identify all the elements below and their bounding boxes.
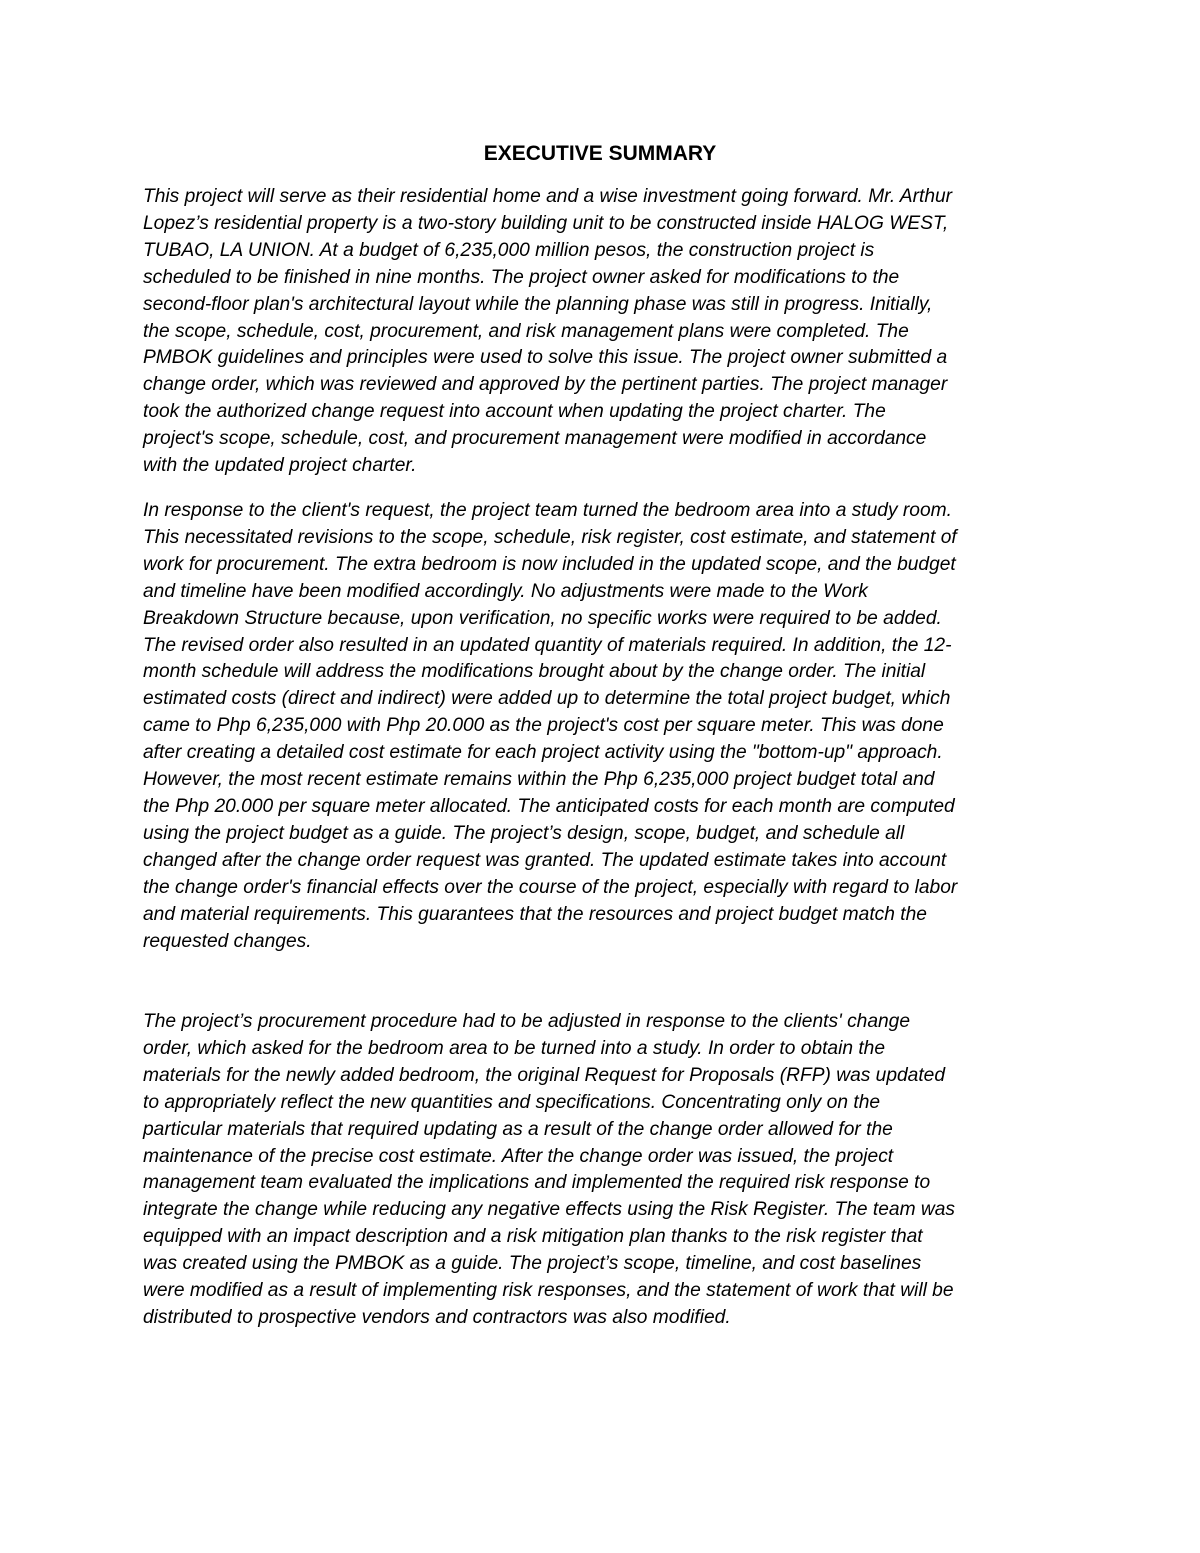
text-line: the scope, schedule, cost, procurement, and risk management plans were completed. The [143,320,909,342]
text-line: and timeline have been modified accordingly. No adjustments were made to the Work [143,580,868,602]
text-line: However, the most recent estimate remains within the Php 6,235,000 project budget total and [143,769,935,791]
text-line: This project will serve as their residential home and a wise investment going forward. Mr. Arthur [143,186,953,207]
text-line: second-floor plan's architectural layout while the planning phase was still in progress. Initially, [143,293,933,315]
text-line: materials for the newly added bedroom, the original Request for Proposals (RFP) was updated [143,1064,946,1086]
text-line: requested changes. [143,930,312,952]
text-line: maintenance of the precise cost estimate. After the change order was issued, the project [143,1145,894,1167]
text-line: particular materials that required updating as a result of the change order allowed for the [143,1118,893,1140]
text-line: took the authorized change request into account when updating the project charter. The [143,401,886,423]
text-line: This necessitated revisions to the scope, schedule, risk register, cost estimate, and statement of [143,526,957,548]
text-line: TUBAO, LA UNION. At a budget of 6,235,000 million pesos, the construction project is [143,239,875,261]
text-line: were modified as a result of implementing risk responses, and the statement of work that will be [143,1280,954,1302]
text-line: with the updated project charter. [143,455,417,477]
text-line: integrate the change while reducing any negative effects using the Risk Register. The team was [143,1199,956,1221]
text-line: changed after the change order request was granted. The updated estimate takes into account [143,849,947,871]
text-line: In response to the client's request, the project team turned the bedroom area into a study room. [143,500,952,521]
text-line: order, which asked for the bedroom area to be turned into a study. In order to obtain the [143,1037,886,1059]
paragraph-1 [143,184,1065,480]
page-title: EXECUTIVE SUMMARY [483,142,717,165]
text-line: change order, which was reviewed and approved by the pertinent parties. The project manager [143,374,948,396]
paragraph-2 [143,498,1065,955]
text-line: after creating a detailed cost estimate for each project activity using the "bottom-up" approach. [143,742,943,764]
text-line: management team evaluated the implications and implemented the required risk response to [143,1172,931,1194]
text-line: to appropriately reflect the new quantities and specifications. Concentrating only on the [143,1091,881,1113]
text-line: Breakdown Structure because, upon verification, no specific works were required to be added. [143,607,942,629]
text-line: the Php 20.000 per square meter allocated. The anticipated costs for each month are computed [143,795,955,817]
text-line: The project’s procurement procedure had to be adjusted in response to the clients' change [143,1011,911,1032]
text-line: work for procurement. The extra bedroom is now included in the updated scope, and the budget [143,553,956,575]
text-line: estimated costs (direct and indirect) were added up to determine the total project budget, which [143,688,951,710]
text-line: month schedule will address the modifications brought about by the change order. The initial [143,661,926,683]
text-line: using the project budget as a guide. The project’s design, scope, budget, and schedule all [143,822,905,844]
text-line: the change order's financial effects over the course of the project, especially with regard to labor [143,876,958,898]
text-line: and material requirements. This guarantees that the resources and project budget match the [143,903,927,925]
text-line: Lopez’s residential property is a two-story building unit to be constructed inside HALOG WEST, [143,212,949,234]
text-line: scheduled to be finished in nine months. The project owner asked for modifications to the [143,266,900,288]
paragraph-3 [143,1009,1065,1332]
text-line: equipped with an impact description and a risk mitigation plan thanks to the risk register that [143,1226,923,1248]
text-line: PMBOK guidelines and principles were used to solve this issue. The project owner submitted a [143,347,948,369]
text-line: distributed to prospective vendors and contractors was also modified. [143,1306,731,1328]
text-line: The revised order also resulted in an updated quantity of materials required. In addition, the 12- [143,634,952,656]
text-line: was created using the PMBOK as a guide. The project’s scope, timeline, and cost baselines [143,1253,922,1275]
text-line: came to Php 6,235,000 with Php 20.000 as the project's cost per square meter. This was done [143,715,944,737]
text-line: project's scope, schedule, cost, and procurement management were modified in accordance [143,428,927,450]
